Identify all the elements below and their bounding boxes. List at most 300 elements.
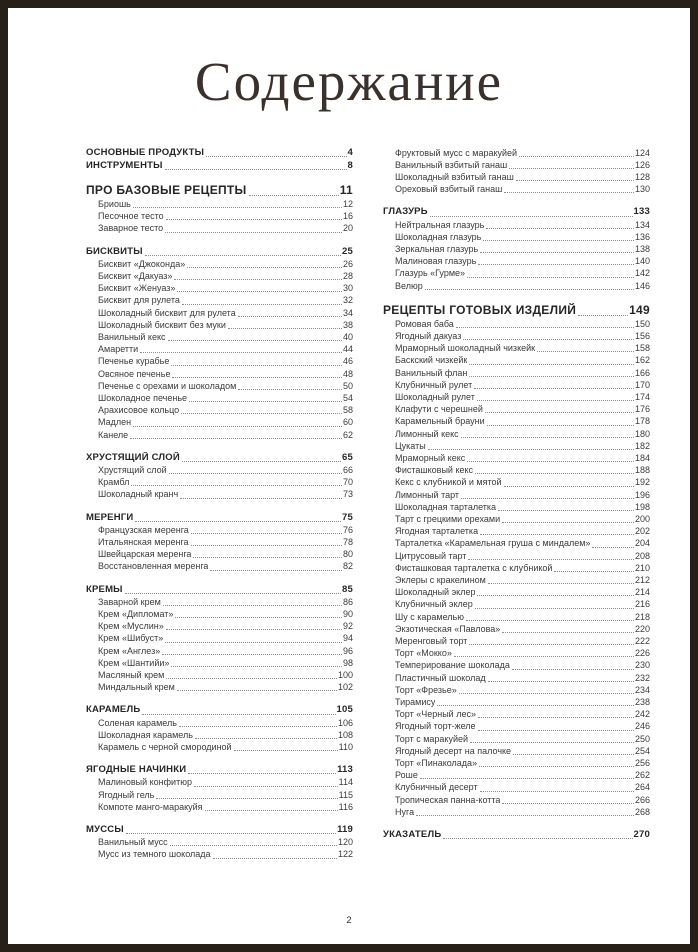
toc-section bbox=[383, 147, 650, 196]
dotted-leader bbox=[425, 289, 634, 290]
toc-item-label: РЕЦЕПТЫ ГОТОВЫХ ИЗДЕЛИЙ bbox=[383, 302, 577, 317]
toc-item-label: Тирамису bbox=[395, 697, 436, 708]
dotted-leader bbox=[578, 315, 628, 316]
toc-entry-row bbox=[86, 476, 353, 488]
toc-item-page: 50 bbox=[342, 380, 353, 391]
toc-item-label: Крем «Шибуст» bbox=[98, 633, 164, 644]
toc-entry-row bbox=[383, 513, 650, 525]
toc-item-label: Бисквит «Женуаз» bbox=[98, 283, 176, 294]
toc-columns bbox=[86, 147, 650, 861]
toc-section bbox=[86, 452, 353, 501]
dotted-leader bbox=[165, 232, 342, 233]
toc-entry-row bbox=[86, 368, 353, 380]
toc-item-label: Мраморный шоколадный чизкейк bbox=[395, 343, 536, 354]
toc-item-label: Тропическая панна-котта bbox=[395, 794, 501, 805]
toc-item-page: 48 bbox=[342, 368, 353, 379]
toc-item-label: Ванильный мусс bbox=[98, 837, 168, 848]
toc-item-page: 82 bbox=[342, 561, 353, 572]
toc-entry-row bbox=[383, 696, 650, 708]
toc-item-label: Шоколадный эклер bbox=[395, 587, 476, 598]
toc-item-label: КАРАМЕЛЬ bbox=[86, 704, 141, 716]
toc-item-page: 120 bbox=[337, 837, 353, 848]
toc-item-page: 70 bbox=[342, 477, 353, 488]
toc-item-page: 73 bbox=[342, 489, 353, 500]
toc-entry-row bbox=[86, 524, 353, 536]
toc-item-label: Ванильный взбитый ганаш bbox=[395, 159, 508, 170]
toc-entry-row bbox=[86, 258, 353, 270]
dotted-leader bbox=[478, 717, 634, 718]
dotted-leader bbox=[477, 595, 634, 596]
toc-item-page: 85 bbox=[342, 583, 353, 595]
toc-entry-row bbox=[86, 657, 353, 669]
toc-entry-row bbox=[383, 231, 650, 243]
toc-item-page: 66 bbox=[342, 464, 353, 475]
dotted-leader bbox=[133, 207, 342, 208]
dotted-leader bbox=[504, 192, 634, 193]
toc-entry-row bbox=[383, 684, 650, 696]
toc-item-label: Темперирование шоколада bbox=[395, 660, 510, 671]
toc-item-label: МУССЫ bbox=[86, 824, 124, 836]
toc-item-page: 34 bbox=[342, 307, 353, 318]
dotted-leader bbox=[512, 669, 634, 670]
toc-section bbox=[86, 584, 353, 694]
toc-entry-row bbox=[383, 171, 650, 183]
toc-item-label: Малиновый конфитюр bbox=[98, 777, 192, 788]
toc-item-page: 184 bbox=[634, 452, 650, 463]
toc-item-page: 86 bbox=[342, 596, 353, 607]
toc-item-page: 94 bbox=[342, 633, 353, 644]
toc-section bbox=[86, 824, 353, 861]
toc-entry-row bbox=[86, 282, 353, 294]
toc-item-page: 264 bbox=[634, 782, 650, 793]
toc-item-label: Восстановленная меренга bbox=[98, 561, 209, 572]
toc-entry-row bbox=[86, 270, 353, 282]
toc-item-page: 130 bbox=[634, 184, 650, 195]
toc-item-page: 58 bbox=[342, 405, 353, 416]
toc-item-label: Фисташковый кекс bbox=[395, 465, 474, 476]
toc-page bbox=[8, 8, 690, 944]
toc-item-label: Шоколадный кранч bbox=[98, 489, 179, 500]
toc-heading-row bbox=[86, 183, 353, 198]
toc-section bbox=[383, 206, 650, 291]
dotted-leader bbox=[177, 690, 337, 691]
toc-item-label: Крем «Англез» bbox=[98, 645, 161, 656]
toc-item-label: Шоколадная тарталетка bbox=[395, 501, 497, 512]
toc-item-label: ХРУСТЯЩИЙ СЛОЙ bbox=[86, 451, 180, 463]
toc-item-page: 234 bbox=[634, 684, 650, 695]
toc-item-page: 8 bbox=[347, 159, 353, 171]
toc-entry-row bbox=[86, 608, 353, 620]
toc-item-page: 166 bbox=[634, 367, 650, 378]
toc-item-page: 102 bbox=[337, 682, 353, 693]
toc-item-label: Клубничный десерт bbox=[395, 782, 478, 793]
toc-item-page: 220 bbox=[634, 623, 650, 634]
toc-entry-row bbox=[86, 801, 353, 813]
toc-entry-row bbox=[86, 198, 353, 210]
toc-item-page: 200 bbox=[634, 513, 650, 524]
toc-item-page: 232 bbox=[634, 672, 650, 683]
toc-item-label: Карамель с черной смородиной bbox=[98, 742, 232, 753]
toc-item-label: Ягодный гель bbox=[98, 789, 155, 800]
dotted-leader bbox=[131, 485, 342, 486]
dotted-leader bbox=[191, 545, 342, 546]
toc-item-label: Фисташковая тарталетка с клубникой bbox=[395, 562, 553, 573]
dotted-leader bbox=[168, 340, 342, 341]
dotted-leader bbox=[205, 810, 338, 811]
toc-entry-row bbox=[383, 391, 650, 403]
toc-section bbox=[86, 512, 353, 573]
toc-entry-row bbox=[383, 452, 650, 464]
toc-item-page: 226 bbox=[634, 648, 650, 659]
toc-entry-row bbox=[383, 280, 650, 292]
dotted-leader bbox=[228, 328, 342, 329]
dotted-leader bbox=[172, 377, 342, 378]
toc-item-label: Глазурь «Гурме» bbox=[395, 268, 466, 279]
toc-item-label: Песочное тесто bbox=[98, 211, 164, 222]
toc-item-page: 250 bbox=[634, 733, 650, 744]
toc-item-label: Компоте манго-маракуйя bbox=[98, 801, 203, 812]
toc-item-page: 212 bbox=[634, 575, 650, 585]
toc-entry-row bbox=[383, 537, 650, 549]
toc-entry-row bbox=[383, 623, 650, 635]
toc-item-page: 222 bbox=[634, 636, 650, 647]
dotted-leader bbox=[166, 629, 342, 630]
dotted-leader bbox=[509, 168, 634, 169]
dotted-leader bbox=[554, 571, 634, 572]
toc-item-page: 92 bbox=[342, 621, 353, 632]
toc-item-page: 28 bbox=[342, 270, 353, 281]
toc-entry-row bbox=[86, 681, 353, 693]
toc-item-page: 178 bbox=[634, 416, 650, 427]
dotted-leader bbox=[502, 632, 634, 633]
toc-entry-row bbox=[383, 586, 650, 598]
dotted-leader bbox=[238, 389, 342, 390]
toc-item-label: Роше bbox=[395, 770, 418, 781]
dotted-leader bbox=[502, 803, 634, 804]
toc-item-label: Нуга bbox=[395, 806, 415, 817]
toc-item-label: Кекс с клубникой и мятой bbox=[395, 477, 502, 488]
toc-item-label: Ванильный кекс bbox=[98, 331, 166, 342]
dotted-leader bbox=[488, 681, 634, 682]
toc-section bbox=[86, 246, 353, 441]
dotted-leader bbox=[475, 608, 634, 609]
dotted-leader bbox=[182, 304, 342, 305]
toc-item-label: Карамельный брауни bbox=[395, 416, 485, 427]
toc-column-left bbox=[86, 147, 353, 861]
toc-item-label: Меренговый торт bbox=[395, 636, 468, 647]
toc-entry-row bbox=[383, 769, 650, 781]
toc-item-page: 20 bbox=[342, 223, 353, 234]
toc-entry-row bbox=[383, 489, 650, 501]
toc-heading-row bbox=[383, 829, 650, 841]
dotted-leader bbox=[469, 376, 634, 377]
dotted-leader bbox=[466, 620, 634, 621]
toc-item-page: 30 bbox=[342, 283, 353, 294]
toc-entry-row bbox=[383, 757, 650, 769]
toc-item-page: 110 bbox=[338, 742, 353, 753]
toc-item-label: Канеле bbox=[98, 429, 129, 440]
dotted-leader bbox=[486, 228, 634, 229]
toc-section bbox=[383, 829, 650, 841]
toc-item-label: Торт «Черный лес» bbox=[395, 709, 476, 720]
toc-item-page: 60 bbox=[342, 417, 353, 428]
toc-item-page: 75 bbox=[342, 511, 353, 523]
toc-section bbox=[86, 160, 353, 172]
toc-item-page: 80 bbox=[342, 549, 353, 560]
toc-item-label: Ягодный торт-желе bbox=[395, 721, 476, 732]
toc-item-label: Цукаты bbox=[395, 440, 426, 451]
toc-entry-row bbox=[383, 708, 650, 720]
toc-entry-row bbox=[86, 645, 353, 657]
toc-item-page: 26 bbox=[342, 258, 353, 269]
toc-item-page: 214 bbox=[634, 587, 650, 598]
dotted-leader bbox=[191, 533, 342, 534]
toc-item-label: Пластичный шоколад bbox=[395, 672, 486, 683]
toc-item-page: 254 bbox=[634, 745, 650, 756]
dotted-leader bbox=[430, 216, 633, 217]
toc-item-label: Французская меренга bbox=[98, 524, 189, 535]
dotted-leader bbox=[469, 644, 634, 645]
toc-entry-row bbox=[383, 428, 650, 440]
toc-item-page: 140 bbox=[634, 256, 650, 267]
toc-item-label: Бисквит «Джоконда» bbox=[98, 258, 186, 269]
dotted-leader bbox=[461, 437, 634, 438]
toc-item-label: Мадлен bbox=[98, 417, 132, 428]
dotted-leader bbox=[166, 219, 342, 220]
toc-item-label: Торт «Мокко» bbox=[395, 648, 452, 659]
toc-item-label: Эклеры с кракелином bbox=[395, 575, 486, 585]
dotted-leader bbox=[249, 195, 339, 196]
toc-entry-row bbox=[86, 331, 353, 343]
toc-item-page: 12 bbox=[342, 198, 353, 209]
dotted-leader bbox=[238, 316, 342, 317]
toc-item-page: 208 bbox=[634, 550, 650, 561]
toc-item-page: 32 bbox=[342, 295, 353, 306]
dotted-leader bbox=[480, 534, 634, 535]
toc-entry-row bbox=[383, 659, 650, 671]
toc-entry-row bbox=[86, 210, 353, 222]
toc-entry-row bbox=[86, 596, 353, 608]
toc-item-page: 204 bbox=[634, 538, 650, 549]
toc-entry-row bbox=[383, 806, 650, 818]
dotted-leader bbox=[420, 778, 634, 779]
toc-item-page: 202 bbox=[634, 526, 650, 537]
toc-item-page: 158 bbox=[634, 343, 650, 354]
toc-item-label: Шоколадный бисквит для рулета bbox=[98, 307, 236, 318]
toc-item-page: 116 bbox=[338, 801, 353, 812]
toc-entry-row bbox=[86, 776, 353, 788]
dotted-leader bbox=[467, 277, 634, 278]
toc-entry-row bbox=[383, 745, 650, 757]
dotted-leader bbox=[487, 425, 634, 426]
toc-item-label: Крем «Дипломат» bbox=[98, 609, 174, 619]
toc-entry-row bbox=[383, 672, 650, 684]
toc-entry-row bbox=[86, 222, 353, 234]
dotted-leader bbox=[170, 845, 337, 846]
toc-item-label: Заварной крем bbox=[98, 596, 161, 607]
toc-entry-row bbox=[383, 476, 650, 488]
toc-item-label: Бисквит для рулета bbox=[98, 295, 180, 306]
toc-heading-row bbox=[86, 452, 353, 464]
toc-item-page: 162 bbox=[634, 355, 650, 366]
dotted-leader bbox=[516, 180, 634, 181]
toc-item-page: 46 bbox=[342, 356, 353, 367]
dotted-leader bbox=[480, 791, 634, 792]
dotted-leader bbox=[454, 656, 634, 657]
toc-entry-row bbox=[383, 611, 650, 623]
toc-entry-row bbox=[383, 464, 650, 476]
dotted-leader bbox=[459, 693, 634, 694]
toc-item-label: Лимонный кекс bbox=[395, 428, 459, 439]
toc-entry-row bbox=[86, 848, 353, 860]
toc-item-label: Лимонный тарт bbox=[395, 489, 460, 500]
dotted-leader bbox=[416, 815, 634, 816]
dotted-leader bbox=[498, 510, 634, 511]
dotted-leader bbox=[478, 730, 634, 731]
dotted-leader bbox=[195, 738, 337, 739]
dotted-leader bbox=[163, 605, 342, 606]
toc-item-page: 142 bbox=[634, 268, 650, 279]
dotted-leader bbox=[177, 291, 342, 292]
dotted-leader bbox=[181, 413, 342, 414]
toc-item-page: 76 bbox=[342, 524, 353, 535]
toc-entry-row bbox=[383, 354, 650, 366]
toc-entry-row bbox=[383, 183, 650, 195]
toc-item-page: 90 bbox=[342, 609, 353, 619]
dotted-leader bbox=[182, 461, 341, 462]
dotted-leader bbox=[467, 461, 634, 462]
toc-item-page: 16 bbox=[342, 211, 353, 222]
dotted-leader bbox=[461, 498, 634, 499]
toc-item-label: Соленая карамель bbox=[98, 717, 177, 728]
toc-item-page: 176 bbox=[634, 404, 650, 415]
dotted-leader bbox=[213, 858, 337, 859]
toc-heading-row bbox=[86, 147, 353, 159]
toc-heading-row bbox=[86, 704, 353, 716]
dotted-leader bbox=[188, 773, 336, 774]
toc-item-page: 136 bbox=[634, 231, 650, 242]
toc-entry-row bbox=[86, 789, 353, 801]
toc-item-page: 128 bbox=[634, 171, 650, 182]
toc-entry-row bbox=[86, 343, 353, 355]
toc-section bbox=[86, 704, 353, 753]
toc-entry-row bbox=[383, 720, 650, 732]
toc-item-label: Шоколадный взбитый ганаш bbox=[395, 171, 514, 182]
dotted-leader bbox=[193, 557, 342, 558]
toc-item-label: Шоколадная глазурь bbox=[395, 231, 482, 242]
dotted-leader bbox=[210, 570, 342, 571]
toc-entry-row bbox=[383, 415, 650, 427]
toc-heading-row bbox=[86, 160, 353, 172]
dotted-leader bbox=[166, 678, 337, 679]
toc-item-label: Торт «Фрезье» bbox=[395, 684, 457, 695]
toc-heading-row bbox=[86, 764, 353, 776]
toc-item-label: Ягодная тарталетка bbox=[395, 526, 479, 537]
toc-entry-row bbox=[383, 318, 650, 330]
toc-entry-row bbox=[86, 416, 353, 428]
toc-section bbox=[86, 764, 353, 813]
toc-item-label: Ванильный флан bbox=[395, 367, 468, 378]
toc-entry-row bbox=[86, 717, 353, 729]
dotted-leader bbox=[194, 786, 338, 787]
toc-entry-row bbox=[383, 219, 650, 231]
toc-item-page: 188 bbox=[634, 465, 650, 476]
dotted-leader bbox=[592, 547, 634, 548]
toc-entry-row bbox=[86, 632, 353, 644]
toc-entry-row bbox=[383, 403, 650, 415]
toc-item-label: Торт с маракуйей bbox=[395, 733, 469, 744]
toc-item-page: 105 bbox=[336, 704, 353, 716]
toc-entry-row bbox=[86, 536, 353, 548]
toc-item-page: 218 bbox=[634, 611, 650, 622]
toc-entry-row bbox=[383, 243, 650, 255]
toc-item-label: Экзотическая «Павлова» bbox=[395, 623, 501, 634]
dotted-leader bbox=[175, 617, 342, 618]
toc-item-label: Велюр bbox=[395, 280, 423, 291]
dotted-leader bbox=[187, 267, 342, 268]
toc-item-label: Бриошь bbox=[98, 198, 131, 209]
toc-item-page: 170 bbox=[634, 379, 650, 390]
toc-section bbox=[86, 147, 353, 159]
toc-entry-row bbox=[383, 562, 650, 574]
toc-entry-row bbox=[383, 794, 650, 806]
dotted-leader bbox=[165, 642, 342, 643]
toc-item-label: Шоколадный бисквит без муки bbox=[98, 319, 226, 330]
toc-item-label: ПРО БАЗОВЫЕ РЕЦЕПТЫ bbox=[86, 182, 247, 197]
toc-item-page: 54 bbox=[342, 392, 353, 403]
toc-entry-row bbox=[383, 440, 650, 452]
toc-entry-row bbox=[86, 355, 353, 367]
dotted-leader bbox=[443, 838, 632, 839]
dotted-leader bbox=[130, 438, 342, 439]
dotted-leader bbox=[234, 750, 338, 751]
toc-item-label: Ореховый взбитый ганаш bbox=[395, 184, 503, 195]
toc-item-label: Швейцарская меренга bbox=[98, 549, 192, 560]
toc-entry-row bbox=[86, 294, 353, 306]
toc-item-label: Тарт с грецкими орехами bbox=[395, 513, 501, 524]
dotted-leader bbox=[478, 264, 634, 265]
toc-item-page: 119 bbox=[337, 824, 353, 836]
toc-entry-row bbox=[86, 548, 353, 560]
dotted-leader bbox=[470, 742, 634, 743]
toc-item-label: Клубничный рулет bbox=[395, 379, 473, 390]
toc-item-label: Цитрусовый тарт bbox=[395, 550, 467, 561]
toc-item-label: КРЕМЫ bbox=[86, 583, 123, 595]
toc-item-page: 182 bbox=[634, 440, 650, 451]
toc-item-label: Заварное тесто bbox=[98, 223, 164, 234]
toc-item-page: 270 bbox=[633, 829, 650, 841]
toc-item-page: 115 bbox=[338, 789, 353, 800]
toc-item-page: 100 bbox=[337, 670, 353, 681]
toc-item-page: 4 bbox=[347, 146, 353, 158]
dotted-leader bbox=[479, 766, 634, 767]
toc-item-label: ЯГОДНЫЕ НАЧИНКИ bbox=[86, 764, 187, 776]
dotted-leader bbox=[135, 521, 341, 522]
toc-item-label: Ягодный десерт на палочке bbox=[395, 745, 512, 756]
dotted-leader bbox=[437, 705, 634, 706]
toc-entry-row bbox=[383, 647, 650, 659]
toc-item-page: 38 bbox=[342, 319, 353, 330]
toc-entry-row bbox=[383, 255, 650, 267]
dotted-leader bbox=[174, 279, 342, 280]
dotted-leader bbox=[171, 666, 342, 667]
toc-item-page: 114 bbox=[338, 777, 353, 788]
toc-item-page: 40 bbox=[342, 331, 353, 342]
toc-item-label: УКАЗАТЕЛЬ bbox=[383, 829, 442, 841]
toc-item-page: 113 bbox=[337, 764, 353, 776]
toc-entry-row bbox=[86, 836, 353, 848]
toc-heading-row bbox=[86, 584, 353, 596]
